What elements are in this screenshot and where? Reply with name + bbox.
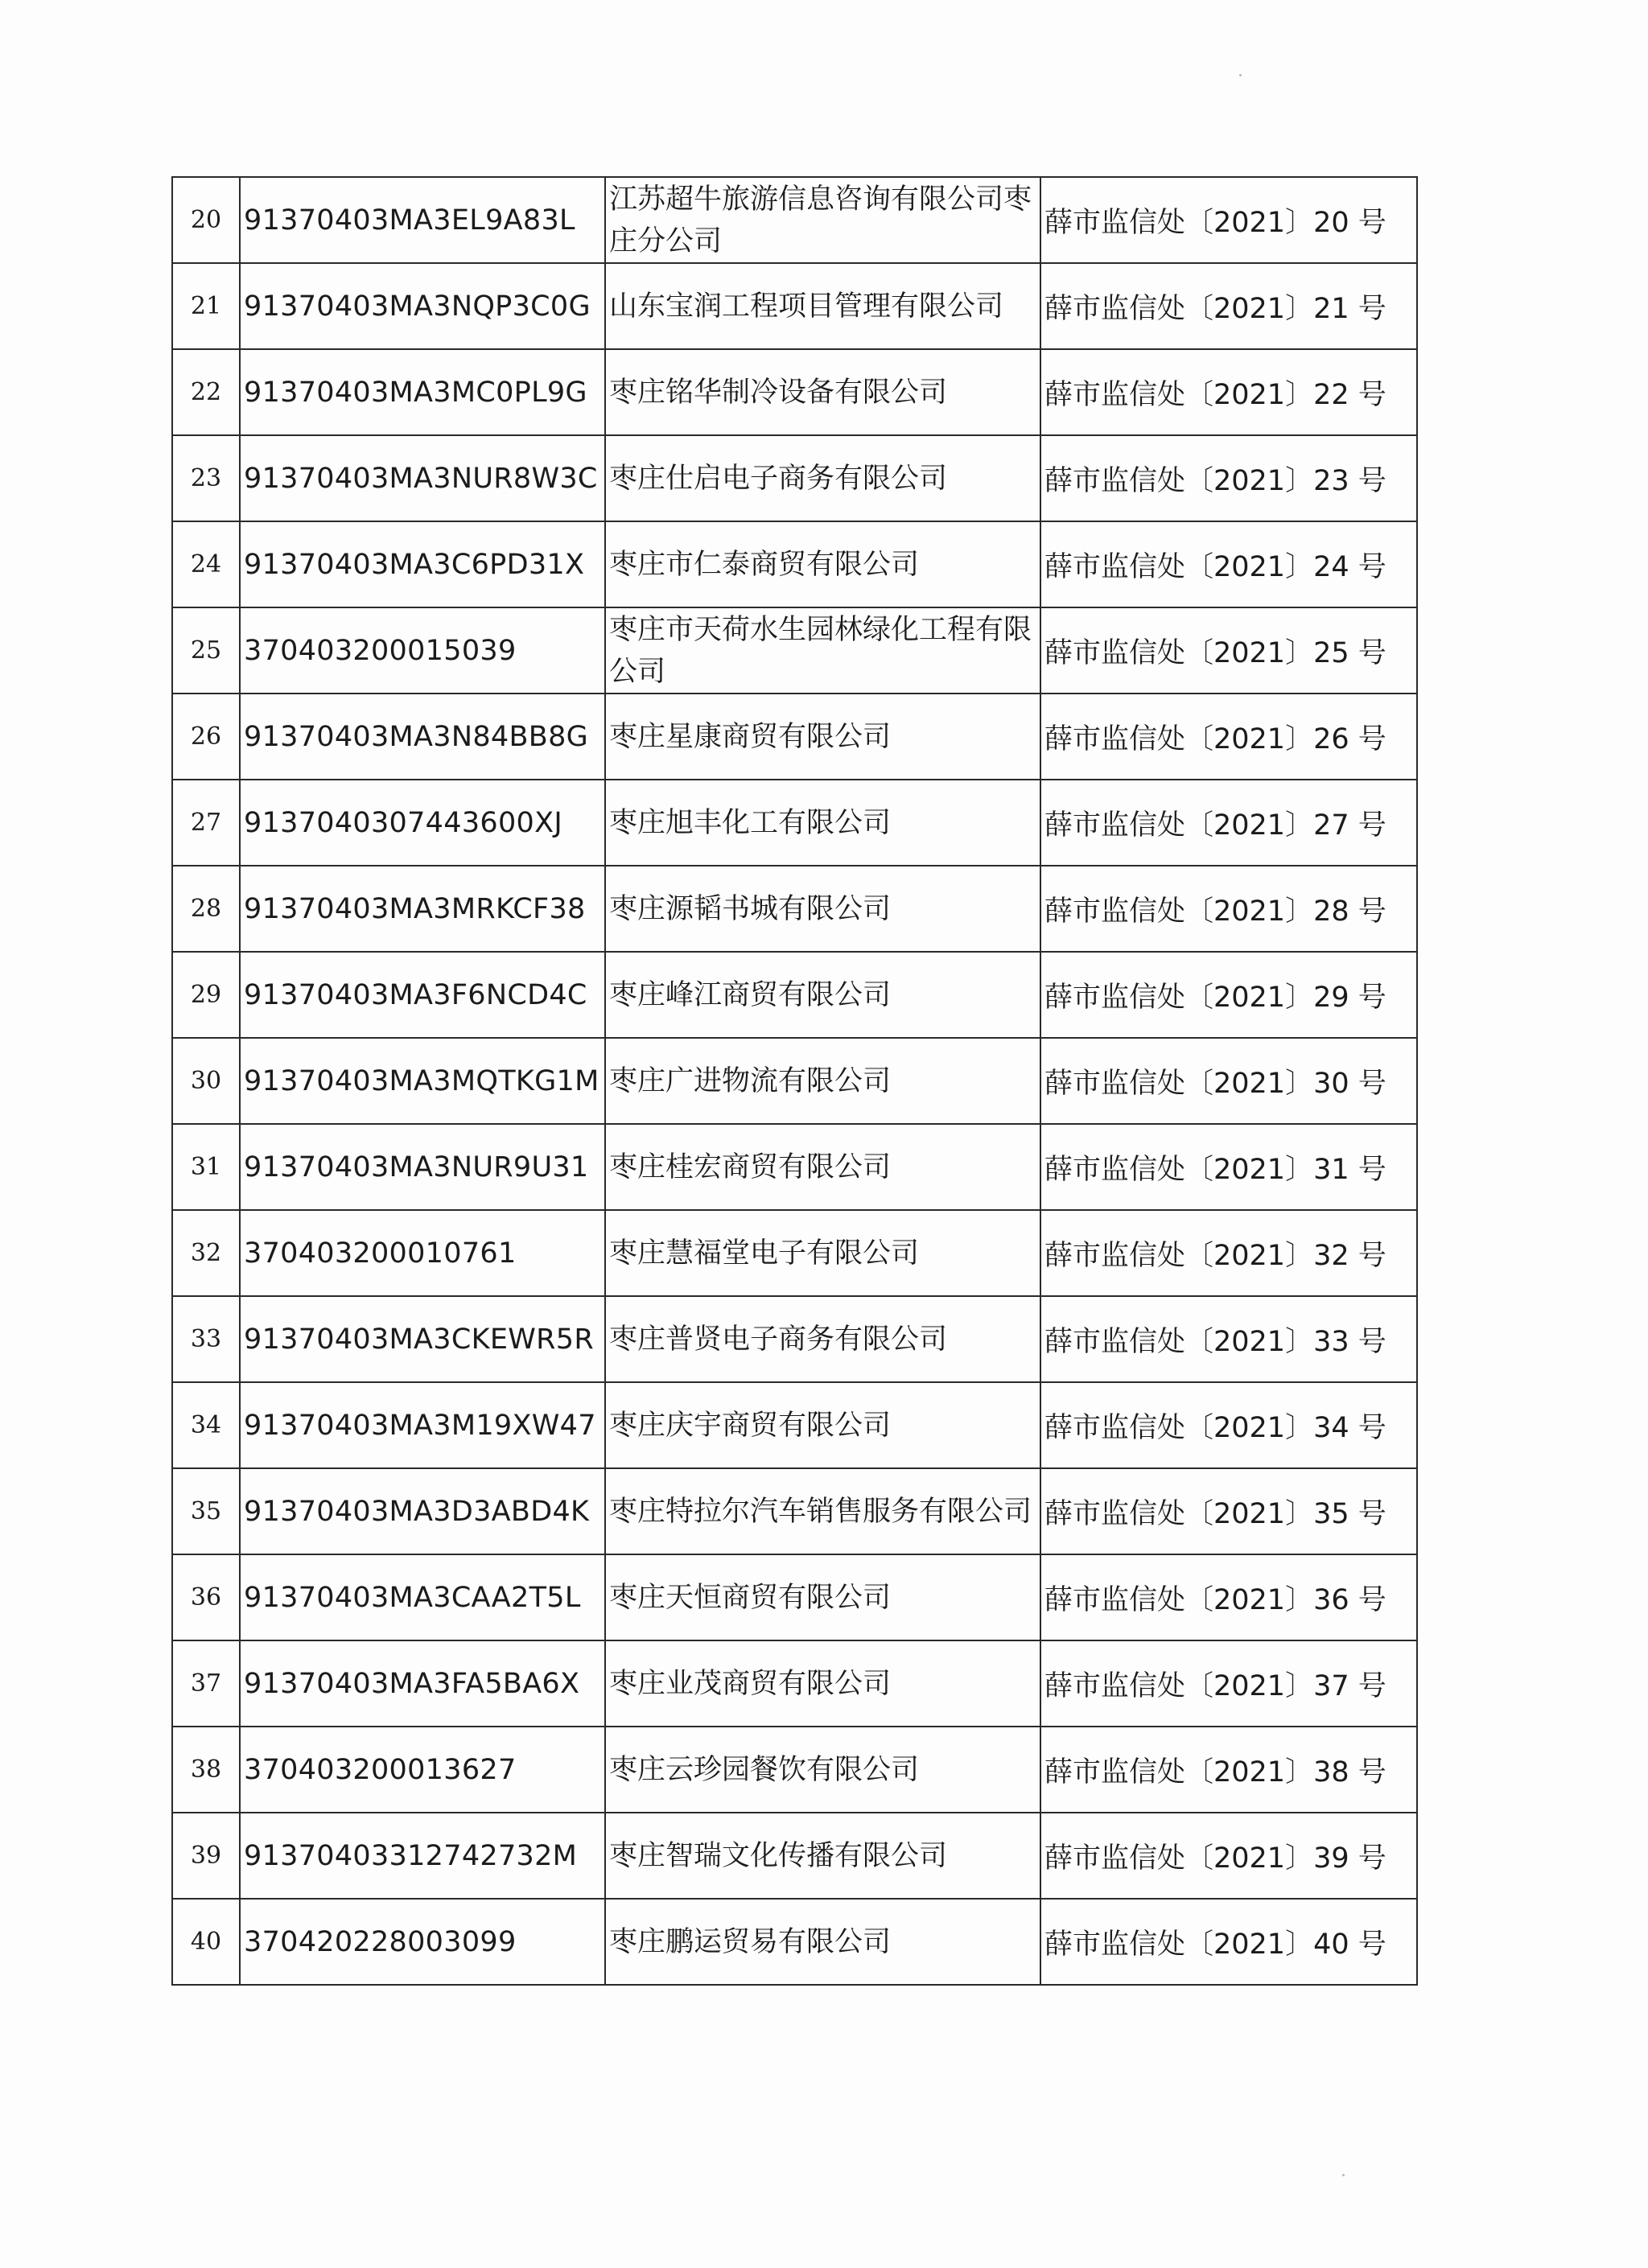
company-name-cell: 枣庄智瑞文化传播有限公司: [605, 1813, 1040, 1899]
document-number-cell: 薛市监信处〔2021〕28 号: [1040, 866, 1417, 952]
credit-code-cell: 91370403MA3F6NCD4C: [240, 952, 605, 1038]
company-name-cell: 枣庄广进物流有限公司: [605, 1038, 1040, 1124]
table-row: [172, 607, 1417, 694]
row-index-cell: 30: [172, 1038, 240, 1124]
company-name-cell: 枣庄庆宇商贸有限公司: [605, 1382, 1040, 1468]
document-number-cell: 薛市监信处〔2021〕30 号: [1040, 1038, 1417, 1124]
table-row: [172, 694, 1417, 780]
company-name-cell: 枣庄铭华制冷设备有限公司: [605, 349, 1040, 435]
table-row: [172, 1640, 1417, 1727]
scan-speck: [1342, 2174, 1345, 2176]
row-index-cell: 29: [172, 952, 240, 1038]
row-index-cell: 22: [172, 349, 240, 435]
table-row: [172, 1038, 1417, 1124]
credit-code-cell: 91370403MA3NUR8W3C: [240, 435, 605, 521]
document-number-cell: 薛市监信处〔2021〕20 号: [1040, 177, 1417, 263]
credit-code-cell: 91370403MA3N84BB8G: [240, 694, 605, 780]
credit-code-cell: 91370403MA3CKEWR5R: [240, 1296, 605, 1382]
document-number-cell: 薛市监信处〔2021〕35 号: [1040, 1468, 1417, 1554]
row-index-cell: 28: [172, 866, 240, 952]
row-index-cell: 36: [172, 1554, 240, 1640]
credit-code-cell: 370403200015039: [240, 607, 605, 694]
document-number-cell: 薛市监信处〔2021〕27 号: [1040, 780, 1417, 866]
credit-code-cell: 370403200010761: [240, 1210, 605, 1296]
row-index-cell: 24: [172, 521, 240, 607]
credit-code-cell: 91370403MA3MQTKG1M: [240, 1038, 605, 1124]
document-number-cell: 薛市监信处〔2021〕21 号: [1040, 263, 1417, 349]
credit-code-cell: 91370403MA3M19XW47: [240, 1382, 605, 1468]
table-row: [172, 1813, 1417, 1899]
company-name-cell: 枣庄源韬书城有限公司: [605, 866, 1040, 952]
row-index-cell: 40: [172, 1899, 240, 1985]
table-row: [172, 1727, 1417, 1813]
row-index-cell: 32: [172, 1210, 240, 1296]
table-row: [172, 177, 1417, 263]
row-index-cell: 26: [172, 694, 240, 780]
company-name-cell: 枣庄仕启电子商务有限公司: [605, 435, 1040, 521]
document-number-cell: 薛市监信处〔2021〕23 号: [1040, 435, 1417, 521]
company-name-cell: 枣庄特拉尔汽车销售服务有限公司: [605, 1468, 1040, 1554]
row-index-cell: 38: [172, 1727, 240, 1813]
credit-code-cell: 370420228003099: [240, 1899, 605, 1985]
scan-speck: [1239, 74, 1242, 76]
row-index-cell: 25: [172, 607, 240, 694]
table-row: [172, 952, 1417, 1038]
table-row: [172, 1124, 1417, 1210]
document-number-cell: 薛市监信处〔2021〕32 号: [1040, 1210, 1417, 1296]
document-number-cell: 薛市监信处〔2021〕25 号: [1040, 607, 1417, 694]
row-index-cell: 34: [172, 1382, 240, 1468]
credit-code-cell: 91370403MA3FA5BA6X: [240, 1640, 605, 1727]
table-row: [172, 1899, 1417, 1985]
document-number-cell: 薛市监信处〔2021〕39 号: [1040, 1813, 1417, 1899]
row-index-cell: 39: [172, 1813, 240, 1899]
table-row: [172, 263, 1417, 349]
enterprise-registry-table: [171, 176, 1418, 1986]
table-row: [172, 780, 1417, 866]
document-number-cell: 薛市监信处〔2021〕34 号: [1040, 1382, 1417, 1468]
credit-code-cell: 91370403MA3MC0PL9G: [240, 349, 605, 435]
company-name-cell: 枣庄峰江商贸有限公司: [605, 952, 1040, 1038]
table-row: [172, 349, 1417, 435]
company-name-cell: 枣庄天恒商贸有限公司: [605, 1554, 1040, 1640]
table-row: [172, 435, 1417, 521]
document-number-cell: 薛市监信处〔2021〕36 号: [1040, 1554, 1417, 1640]
company-name-cell: 枣庄鹏运贸易有限公司: [605, 1899, 1040, 1985]
credit-code-cell: 91370403312742732M: [240, 1813, 605, 1899]
document-number-cell: 薛市监信处〔2021〕40 号: [1040, 1899, 1417, 1985]
company-name-cell: 枣庄慧福堂电子有限公司: [605, 1210, 1040, 1296]
table-row: [172, 866, 1417, 952]
table-row: [172, 1296, 1417, 1382]
row-index-cell: 20: [172, 177, 240, 263]
credit-code-cell: 9137040307443600XJ: [240, 780, 605, 866]
row-index-cell: 31: [172, 1124, 240, 1210]
document-number-cell: 薛市监信处〔2021〕38 号: [1040, 1727, 1417, 1813]
company-name-cell: 枣庄星康商贸有限公司: [605, 694, 1040, 780]
row-index-cell: 35: [172, 1468, 240, 1554]
document-number-cell: 薛市监信处〔2021〕33 号: [1040, 1296, 1417, 1382]
table-row: [172, 1382, 1417, 1468]
document-number-cell: 薛市监信处〔2021〕31 号: [1040, 1124, 1417, 1210]
document-number-cell: 薛市监信处〔2021〕29 号: [1040, 952, 1417, 1038]
table-row: [172, 1468, 1417, 1554]
document-number-cell: 薛市监信处〔2021〕37 号: [1040, 1640, 1417, 1727]
credit-code-cell: 91370403MA3CAA2T5L: [240, 1554, 605, 1640]
company-name-cell: 枣庄普贤电子商务有限公司: [605, 1296, 1040, 1382]
table-row: [172, 521, 1417, 607]
row-index-cell: 23: [172, 435, 240, 521]
credit-code-cell: 370403200013627: [240, 1727, 605, 1813]
credit-code-cell: 91370403MA3EL9A83L: [240, 177, 605, 263]
credit-code-cell: 91370403MA3NQP3C0G: [240, 263, 605, 349]
company-name-cell: 江苏超牛旅游信息咨询有限公司枣庄分公司: [605, 177, 1040, 263]
table-row: [172, 1554, 1417, 1640]
document-number-cell: 薛市监信处〔2021〕22 号: [1040, 349, 1417, 435]
company-name-cell: 枣庄桂宏商贸有限公司: [605, 1124, 1040, 1210]
row-index-cell: 37: [172, 1640, 240, 1727]
row-index-cell: 27: [172, 780, 240, 866]
row-index-cell: 33: [172, 1296, 240, 1382]
company-name-cell: 枣庄业茂商贸有限公司: [605, 1640, 1040, 1727]
company-name-cell: 枣庄云珍园餐饮有限公司: [605, 1727, 1040, 1813]
credit-code-cell: 91370403MA3NUR9U31: [240, 1124, 605, 1210]
document-number-cell: 薛市监信处〔2021〕26 号: [1040, 694, 1417, 780]
company-name-cell: 山东宝润工程项目管理有限公司: [605, 263, 1040, 349]
registry-table-body: [172, 177, 1417, 1985]
credit-code-cell: 91370403MA3MRKCF38: [240, 866, 605, 952]
document-number-cell: 薛市监信处〔2021〕24 号: [1040, 521, 1417, 607]
table-row: [172, 1210, 1417, 1296]
company-name-cell: 枣庄旭丰化工有限公司: [605, 780, 1040, 866]
credit-code-cell: 91370403MA3D3ABD4K: [240, 1468, 605, 1554]
row-index-cell: 21: [172, 263, 240, 349]
company-name-cell: 枣庄市天荷水生园林绿化工程有限公司: [605, 607, 1040, 694]
credit-code-cell: 91370403MA3C6PD31X: [240, 521, 605, 607]
company-name-cell: 枣庄市仁泰商贸有限公司: [605, 521, 1040, 607]
